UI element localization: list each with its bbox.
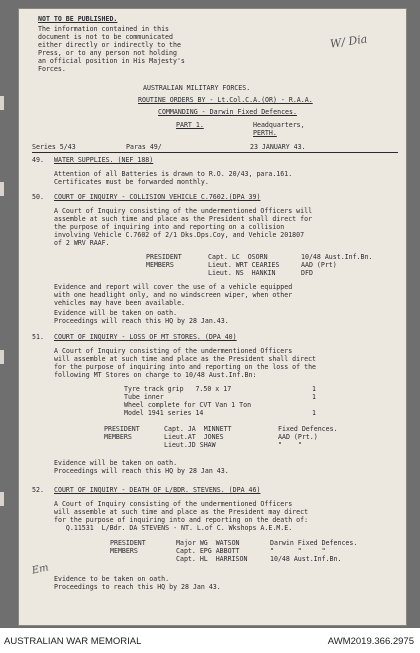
para-title: COURT OF INQUIRY - DEATH OF L/BDR. STEVENS. (DPA 46) <box>54 486 261 494</box>
officer-unit: 10/48 Aust.Inf.Bn. <box>301 253 373 261</box>
handwritten-initials: Em <box>30 562 50 577</box>
binder-tab <box>0 492 4 506</box>
place-label: PERTH. <box>253 129 277 137</box>
store-qty: 1 <box>312 385 316 393</box>
notice-line: Forces. <box>38 65 66 73</box>
para-body-line: of 2 WRV RAAF. <box>54 239 110 247</box>
para-title: WATER SUPPLIES. (NEF 188) <box>54 156 154 164</box>
para-body-line: A Court of Inquiry consisting of the undermentioned Officers will <box>54 207 313 215</box>
para-body-line: for the purpose of inquiring into and reporting on the death of: <box>54 516 309 524</box>
footer-accession-id: AWM2019.366.2975 <box>327 636 414 647</box>
org-title: AUSTRALIAN MILITARY FORCES. <box>143 84 251 92</box>
para-body-line: Evidence and report will cover the use of a vehicle equipped <box>54 283 293 291</box>
officer-name: Lieut.JD SHAW <box>164 441 216 449</box>
store-qty: 1 <box>312 409 316 417</box>
para-number: 51. <box>32 333 44 341</box>
para-body-line: A Court of Inquiry consisting of the undermentioned Officers <box>54 500 293 508</box>
footer-institution: AUSTRALIAN WAR MEMORIAL <box>4 636 142 647</box>
officer-unit: Darwin Fixed Defences. <box>270 539 358 547</box>
para-body-line: Evidence will be taken on oath. <box>54 459 178 467</box>
para-number: 52. <box>32 486 44 494</box>
para-body-line: vehicles may have been available. <box>54 299 186 307</box>
hq-label: Headquarters, <box>253 121 305 129</box>
date-label: 23 JANUARY 43. <box>250 143 306 151</box>
para-body-line: the purpose of inquiring into and reporting on a collision <box>54 223 285 231</box>
store-item: Wheel complete for CVT Van 1 Ton <box>124 401 252 409</box>
document-page <box>18 8 407 626</box>
para-body-line: involving Vehicle C.7602 of 2/1 Dks.Dps.Coy, and Vehicle 201807 <box>54 231 305 239</box>
para-body-line: Proceedings will reach this HQ by 28 Jan.43. <box>54 317 229 325</box>
part-label: PART 1. <box>176 121 204 129</box>
members-label: MEMBERS <box>146 261 174 269</box>
officer-name: Capt. JA MINNETT <box>164 425 232 433</box>
para-body-line: A Court of Inquiry consisting of the undermentioned Officers <box>54 347 293 355</box>
notice-line: Press, or to any person not holding <box>38 49 177 57</box>
officer-name: Lieut.AT JONES <box>164 433 224 441</box>
header-divider <box>32 152 398 153</box>
officer-name: Lieut. WRT CEARIES <box>208 261 280 269</box>
binder-tab <box>0 96 4 110</box>
officer-unit: DFD <box>301 269 313 277</box>
series-label: Series 5/43 <box>32 143 76 151</box>
notice-line: The information contained in this <box>38 25 170 33</box>
president-label: PRESIDENT <box>104 425 140 433</box>
para-body-line: Attention of all Batteries is drawn to R.O. 20/43, para.161. <box>54 170 293 178</box>
paras-label: Paras 49/ <box>126 143 162 151</box>
command-line: COMMANDING - Darwin Fixed Defences. <box>158 108 297 116</box>
officer-name: Capt. LC OSORN <box>208 253 268 261</box>
para-body-line: Evidence will be taken on oath. <box>54 309 178 317</box>
para-body-line: Certificates must be forwarded monthly. <box>54 178 209 186</box>
para-body-line: following MT Stores on charge to 10/48 Aust.Inf.Bn: <box>54 371 257 379</box>
members-label: MEMBERS <box>110 547 138 555</box>
orders-line: ROUTINE ORDERS BY - Lt.Col.C.A.(OR) - R.A.A. <box>138 96 313 104</box>
store-item: Model 1941 series 14 <box>124 409 204 417</box>
store-qty: 1 <box>312 393 316 401</box>
notice-line: either directly or indirectly to the <box>38 41 181 49</box>
para-body-line: Evidence to be taken on oath. <box>54 575 170 583</box>
notice-title: NOT TO BE PUBLISHED. <box>38 15 118 23</box>
para-number: 49. <box>32 156 44 164</box>
members-label: MEMBERS <box>104 433 132 441</box>
para-body-line: Proceedings to reach this HQ by 28 Jan 43. <box>54 583 221 591</box>
binder-tab <box>0 182 4 196</box>
handwritten-annotation: W/ Dia <box>329 32 369 51</box>
officer-unit: AAD (Prt) <box>301 261 337 269</box>
officer-unit: 10/48 Aust.Inf.Bn. <box>270 555 342 563</box>
officer-unit: AAD (Prt.) <box>278 433 318 441</box>
president-label: PRESIDENT <box>146 253 182 261</box>
para-body-line: for the purpose of inquiring into and reporting on the loss of the <box>54 363 317 371</box>
officer-unit: " " " <box>270 547 326 555</box>
para-body-line: assemble at such time and place as the President shall direct for <box>54 215 313 223</box>
para-body-line: will assemble at such time and place as the President may direct <box>54 508 309 516</box>
officer-name: Capt. HL HARRISON <box>176 555 248 563</box>
para-title: COURT OF INQUIRY - COLLISION VEHICLE C.7602.(DPA 39) <box>54 193 261 201</box>
notice-line: document is not to be communicated <box>38 33 173 41</box>
para-body-line: Proceedings will reach this HQ by 28 Jan 43. <box>54 467 229 475</box>
officer-name: Capt. EPG ABBOTT <box>176 547 240 555</box>
notice-line: an official position in His Majesty's <box>38 57 185 65</box>
officer-unit: " " <box>278 441 302 449</box>
officer-name: Major WG WATSON <box>176 539 240 547</box>
para-body-line: will assemble at such time and place as the President shall direct <box>54 355 317 363</box>
para-body-line: with one headlight only, and no windscreen wiper, when other <box>54 291 293 299</box>
store-item: Tube inner <box>124 393 164 401</box>
para-title: COURT OF INQUIRY - LOSS OF MT STORES. (DPA 40) <box>54 333 237 341</box>
president-label: PRESIDENT <box>110 539 146 547</box>
officer-unit: Fixed Defences. <box>278 425 338 433</box>
para-number: 50. <box>32 193 44 201</box>
archive-footer <box>0 628 420 653</box>
binder-tab <box>0 350 4 364</box>
store-item: Tyre track grip 7.50 x 17 <box>124 385 232 393</box>
officer-name: Lieut. NS HANKIN <box>208 269 276 277</box>
para-body-line: Q.11531 L/Bdr. DA STEVENS - NT. L.of C. Wkshops A.E.M.E. <box>54 524 293 532</box>
